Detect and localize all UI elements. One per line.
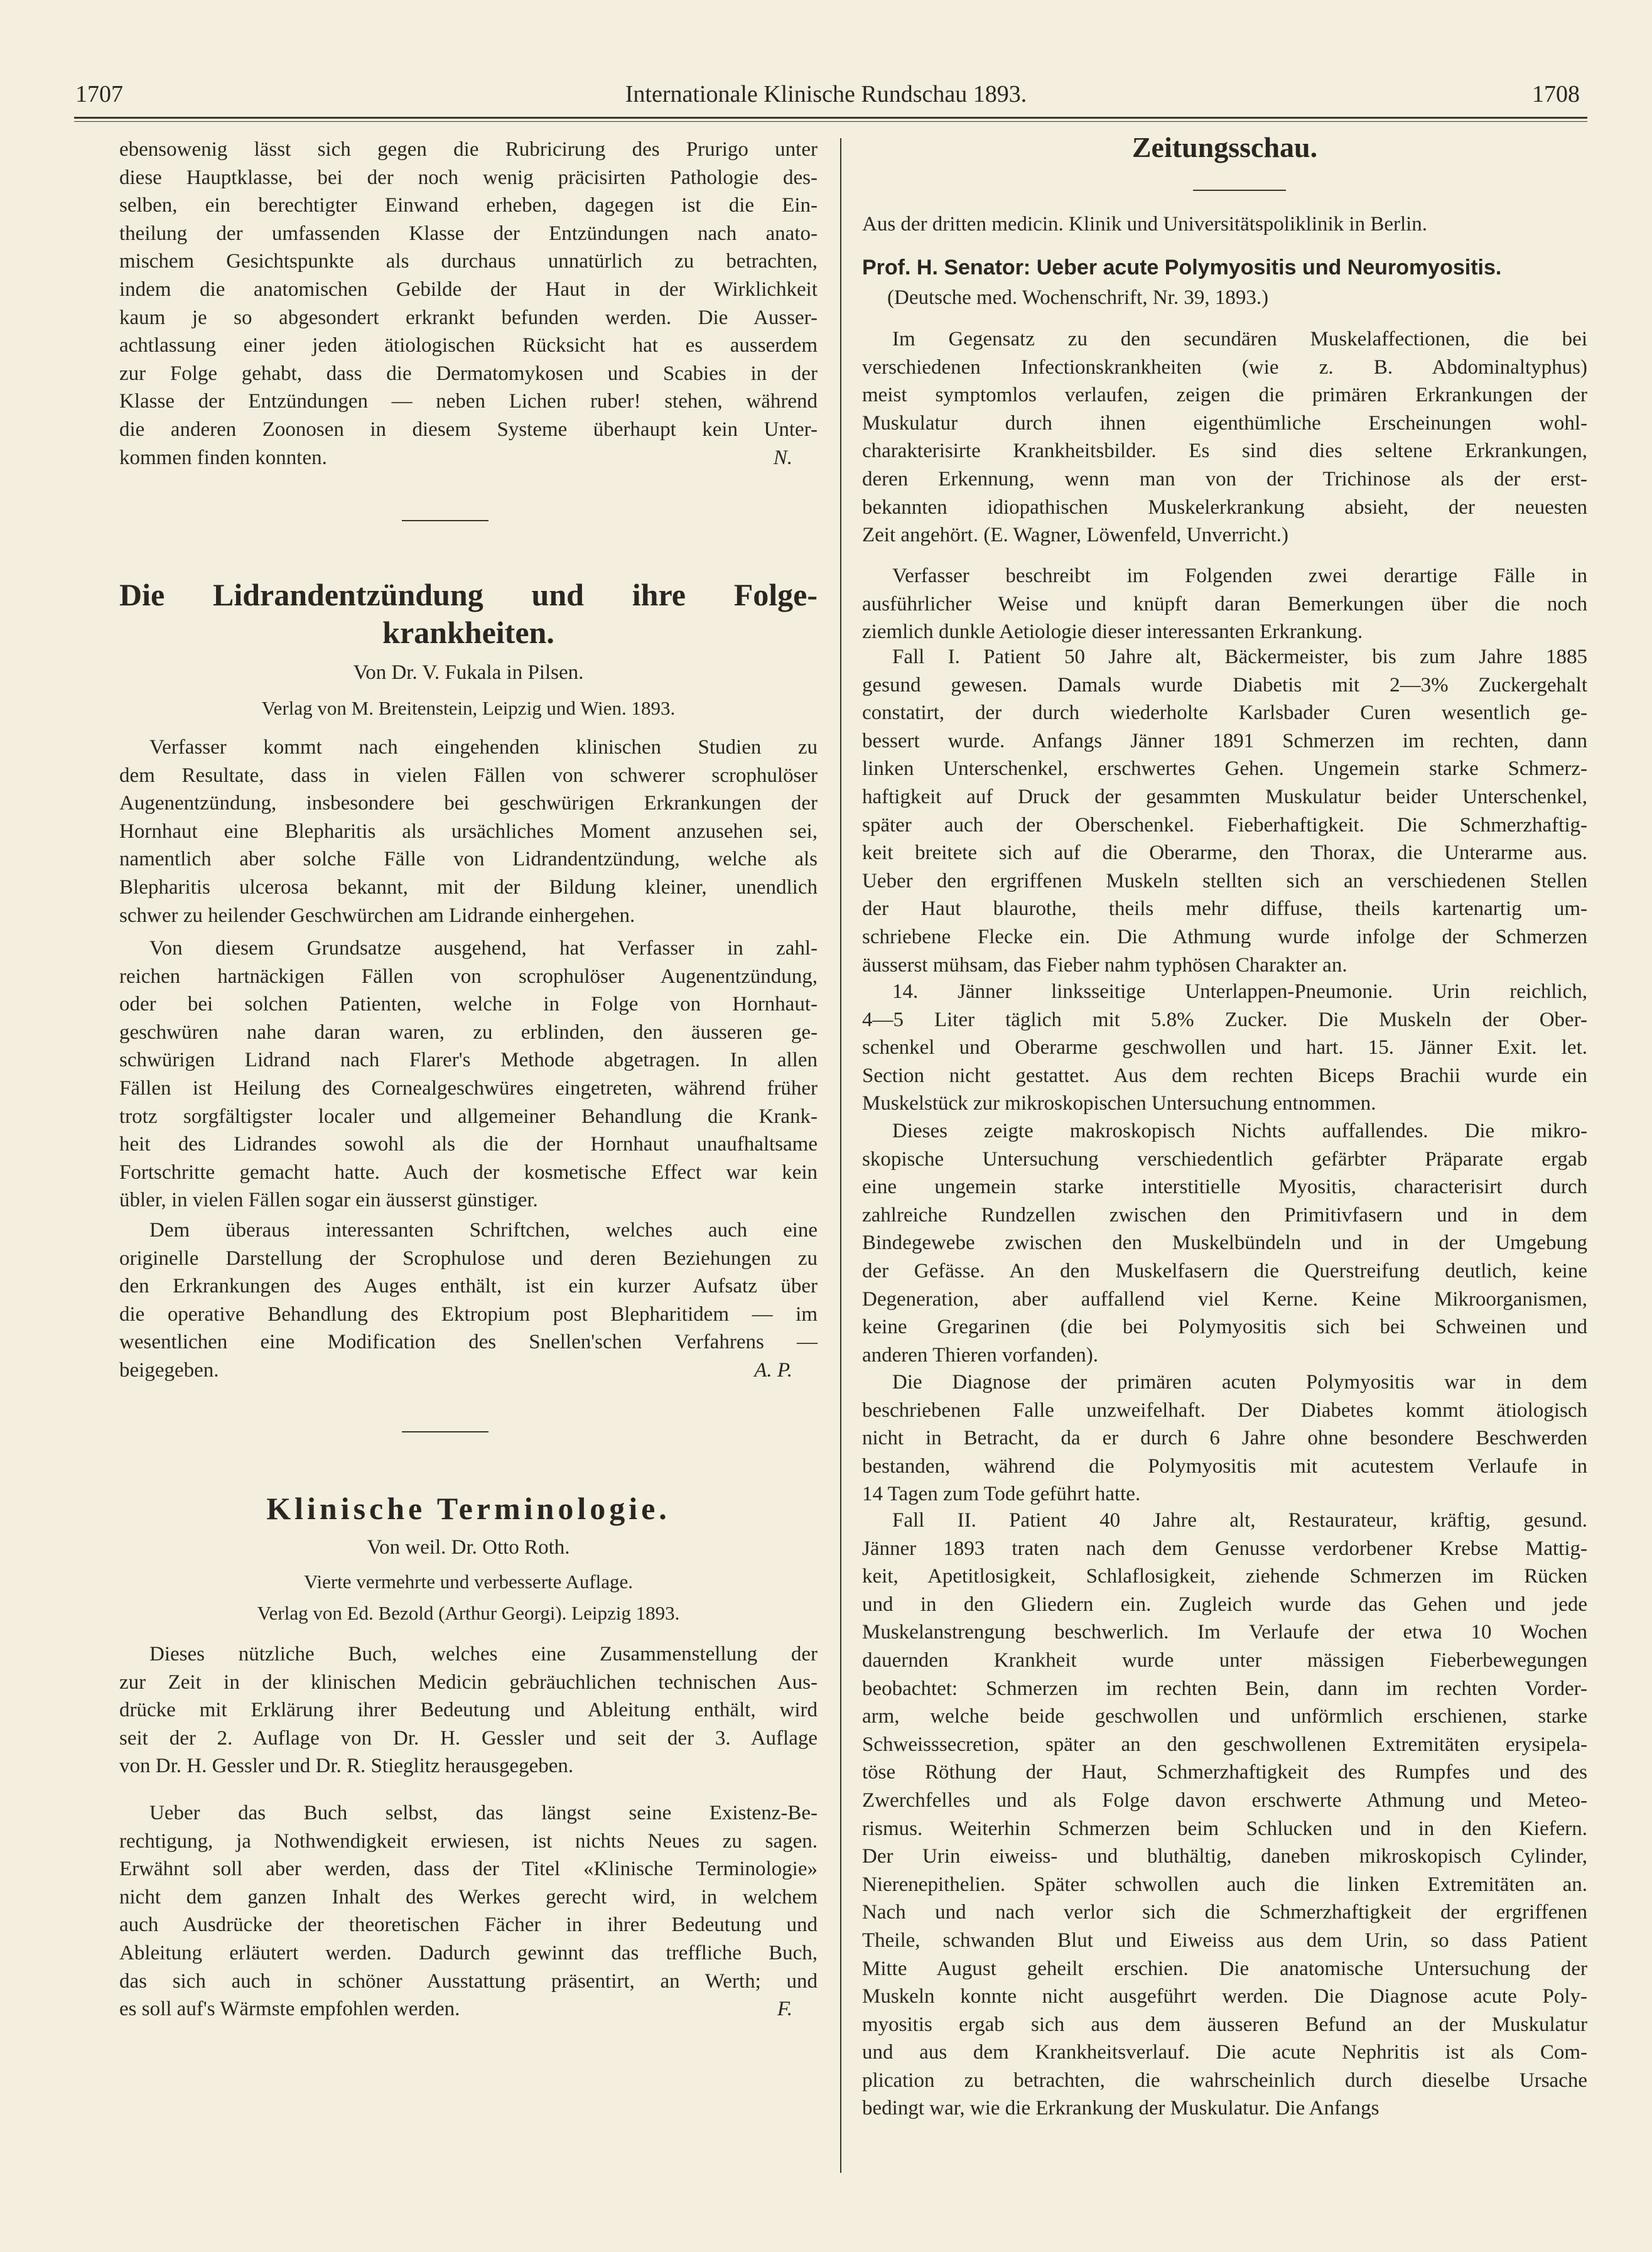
text-line-content: die anderen Zoonosen in diesem Systeme überhaupt kein Unter- bbox=[119, 418, 818, 441]
review-title: Klinische Terminologie. bbox=[266, 1491, 671, 1526]
text-line-content: deren Erkennung, wenn man von der Trichinose als der erst- bbox=[862, 467, 1587, 490]
text-line bbox=[119, 1855, 818, 1883]
text-line-content: 14 Tagen zum Tode geführt hatte. bbox=[862, 1483, 1141, 1506]
review-title bbox=[119, 576, 818, 651]
text-line-content: reichen hartnäckigen Fällen von scrophulöser Augenentzündung, bbox=[119, 965, 818, 988]
text-line-content: 14. Jänner linksseitige Unterlappen-Pneumonie. Urin reichlich, bbox=[892, 980, 1587, 1003]
text-line-content: dauernden Krankheit wurde unter mässigen Fieberbewegungen bbox=[862, 1648, 1587, 1672]
text-line bbox=[862, 1758, 1587, 1787]
text-line-content: heit des Lidrandes sowohl als die der Hornhaut unaufhaltsame bbox=[119, 1133, 818, 1156]
text-line bbox=[119, 332, 818, 360]
text-line bbox=[862, 1703, 1587, 1731]
text-line bbox=[862, 839, 1587, 867]
text-line-content: Augenentzündung, insbesondere bei geschwürigen Erkrankungen der bbox=[119, 792, 818, 815]
text-line-content: Dem überaus interessanten Schriftchen, welches auch eine bbox=[149, 1219, 818, 1242]
text-line-content: wesentlichen eine Modification des Snellen'schen Verfahrens — bbox=[119, 1331, 818, 1354]
text-line bbox=[119, 136, 818, 164]
text-line-content: rechtigung, ja Nothwendigkeit erwiesen, ist nichts Neues zu sagen. bbox=[119, 1829, 818, 1853]
text-line-content: schriebene Flecke ein. Die Athmung wurde infolge der Schmerzen bbox=[862, 925, 1587, 948]
text-line-content: rismus. Weiterhin Schmerzen beim Schlucken und in den Kiefern. bbox=[862, 1817, 1587, 1840]
text-line bbox=[119, 1272, 818, 1301]
header-rule-thin bbox=[74, 121, 1587, 122]
text-line bbox=[862, 1898, 1587, 1927]
text-line-content: bekannten idiopathischen Muskelerkrankung absieht, der neuesten bbox=[862, 495, 1587, 519]
text-line bbox=[862, 1731, 1587, 1759]
text-line-content: Muskulatur durch ihnen eigenthümliche Erscheinungen wohl- bbox=[862, 411, 1587, 435]
text-line-content: Verfasser kommt nach eingehenden klinischen Studien zu bbox=[149, 736, 818, 759]
text-line-content: selben, ein berechtigter Einwand erheben, dagegen ist die Ein- bbox=[119, 194, 818, 217]
text-line bbox=[862, 1341, 1587, 1370]
text-line-content: Muskelstück zur mikroskopischen Untersuchung entnommen. bbox=[862, 1092, 1376, 1115]
text-line bbox=[119, 360, 818, 388]
text-line-content: Von diesem Grundsatze ausgehend, hat Verfasser in zahl- bbox=[149, 937, 818, 960]
text-line-content: eine ungemein starke interstitielle Myositis, characterisirt durch bbox=[862, 1176, 1587, 1199]
text-line bbox=[119, 1301, 818, 1329]
text-line bbox=[862, 590, 1587, 619]
text-line bbox=[862, 1368, 1587, 1397]
paragraph bbox=[862, 1507, 1587, 2123]
text-line-content: Zeit angehört. (E. Wagner, Löwenfeld, Unverricht.) bbox=[862, 524, 1288, 547]
text-line-content: charakterisirte Krankheitsbilder. Es sind dies seltene Erkrankungen, bbox=[862, 440, 1587, 463]
text-line bbox=[119, 789, 818, 818]
text-line-content: Muskeln konnte nicht ausgeführt werden. Die Diagnose acute Poly- bbox=[862, 1985, 1587, 2008]
text-line-content: originelle Darstellung der Scrophulose und deren Beziehungen zu bbox=[119, 1247, 818, 1270]
text-line-content: keit, Apetitlosigkeit, Schlaflosigkeit, ziehende Schmerzen im Rücken bbox=[862, 1565, 1587, 1588]
text-line-content: kommen finden konnten. bbox=[119, 446, 327, 469]
text-line bbox=[862, 1173, 1587, 1201]
text-line-content: 4—5 Liter täglich mit 5.8% Zucker. Die Muskeln der Ober- bbox=[862, 1008, 1587, 1031]
text-line-content: Muskelanstrengung beschwerlich. Im Verlaufe der etwa 10 Wochen bbox=[862, 1621, 1587, 1644]
text-line-content: töse Röthung der Haut, Schmerzhaftigkeit des Rumpfes und des bbox=[862, 1761, 1587, 1784]
article-source: Aus der dritten medicin. Klinik und Universitätspoliklinik in Berlin. bbox=[862, 213, 1428, 235]
text-line-content: Fortschritte gemacht hatte. Auch der kosmetische Effect war kein bbox=[119, 1161, 818, 1184]
text-line bbox=[119, 1103, 818, 1131]
text-line bbox=[862, 1871, 1587, 1899]
text-line bbox=[862, 1090, 1587, 1118]
paragraph bbox=[862, 643, 1587, 979]
text-line bbox=[862, 465, 1587, 494]
text-line bbox=[862, 354, 1587, 382]
text-line bbox=[862, 1286, 1587, 1314]
text-line bbox=[862, 1229, 1587, 1257]
text-line bbox=[119, 1356, 818, 1385]
text-line bbox=[862, 1507, 1587, 1535]
text-line-content: und aus dem Krankheitsverlauf. Die acute Nephritis ist als Com- bbox=[862, 2041, 1587, 2064]
text-line-content: skopische Untersuchung verschiedentlich gefärbter Präparate ergab bbox=[862, 1147, 1587, 1171]
text-line bbox=[119, 1883, 818, 1912]
text-line-content: keit breitete sich auf die Oberarme, den Thorax, die Unterarme aus. bbox=[862, 842, 1587, 865]
text-line-content: Dieses zeigte makroskopisch Nichts auffallendes. Die mikro- bbox=[892, 1120, 1587, 1142]
text-line-content: keine Gregarinen (die bei Polymyositis sich bei Schweinen und bbox=[862, 1316, 1587, 1339]
text-line bbox=[862, 1647, 1587, 1675]
text-line bbox=[862, 2067, 1587, 2095]
text-line-content: theilung der umfassenden Klasse der Entzündungen nach anato- bbox=[119, 222, 818, 245]
text-line-content: bessert wurde. Anfangs Jänner 1891 Schmerzen im rechten, dann bbox=[862, 729, 1587, 752]
author-signature: A. P. bbox=[754, 1358, 792, 1382]
paragraph bbox=[862, 562, 1587, 646]
text-line bbox=[862, 671, 1587, 700]
text-line bbox=[119, 1328, 818, 1356]
text-line-content: namentlich aber solche Fälle von Lidrandentzündung, welche als bbox=[119, 848, 818, 871]
text-line-content: dem Resultate, dass in vielen Fällen von schwerer scrophulöser bbox=[119, 764, 818, 787]
text-line-content: Ueber den ergriffenen Muskeln stellten sich an verschiedenen Stellen bbox=[862, 869, 1587, 892]
text-line-content: meist symptomlos verlaufen, zeigen die primären Erkrankungen der bbox=[862, 384, 1587, 407]
text-line bbox=[862, 1927, 1587, 1955]
text-line-content: später auch der Oberschenkel. Fieberhaftigkeit. Die Schmerzhaftig- bbox=[862, 813, 1587, 836]
text-line bbox=[862, 1117, 1587, 1145]
review-byline: Von Dr. V. Fukala in Pilsen. bbox=[353, 661, 584, 684]
text-line-content: der Haut blaurothe, theils mehr diffuse, theils kartenartig um- bbox=[862, 897, 1587, 921]
paragraph bbox=[862, 1117, 1587, 1369]
text-line-content: anderen Thieren vorfanden). bbox=[862, 1343, 1098, 1367]
column-divider bbox=[840, 138, 841, 2173]
text-line-content: kaum je so abgesondert erkrankt befunden werden. Die Ausser- bbox=[119, 306, 818, 329]
text-line-content: Klasse der Entzündungen — neben Lichen ruber! stehen, während bbox=[119, 390, 818, 413]
text-line-content: schwer zu heilender Geschwürchen am Lidrande einhergehen. bbox=[119, 904, 635, 927]
text-line bbox=[119, 1968, 818, 1996]
text-line-content: Zwerchfelles und als Folge davon erschwerte Athmung und Meteo- bbox=[862, 1789, 1587, 1812]
text-line bbox=[862, 867, 1587, 896]
text-line-content: der Gefässe. An den Muskelfasern die Querstreifung deutlich, keine bbox=[862, 1259, 1587, 1282]
review-publisher: Verlag von M. Breitenstein, Leipzig und Wien. 1893. bbox=[261, 697, 676, 719]
text-line-content: geschwüren nahe daran waren, zu erblinden, den äusseren ge- bbox=[119, 1020, 818, 1044]
text-line bbox=[119, 818, 818, 846]
text-line bbox=[862, 1397, 1587, 1425]
text-line bbox=[862, 494, 1587, 522]
text-line bbox=[119, 1046, 818, 1075]
text-line bbox=[862, 1675, 1587, 1703]
text-line bbox=[862, 1535, 1587, 1563]
paragraph bbox=[119, 1216, 818, 1385]
text-line bbox=[119, 192, 818, 220]
header-rule bbox=[74, 117, 1587, 119]
text-line bbox=[119, 164, 818, 192]
text-line bbox=[119, 1911, 818, 1939]
text-line-content: plication zu betrachten, die wahrscheinlich durch dieselbe Ursache bbox=[862, 2069, 1587, 2092]
text-line bbox=[862, 1562, 1587, 1591]
text-line-content: arm, welche beide geschwollen und unförmlich erschienen, starke bbox=[862, 1705, 1587, 1728]
text-line-content: myositis ergab sich aus dem äusseren Befund an der Muskulatur bbox=[862, 2013, 1587, 2036]
text-line-content: nicht in Betracht, da er durch 6 Jahre ohne besondere Beschwerden bbox=[862, 1427, 1587, 1450]
paragraph bbox=[119, 734, 818, 929]
text-line bbox=[862, 1591, 1587, 1619]
text-line-content: die operative Behandlung des Ektropium post Blepharitidem — im bbox=[119, 1302, 818, 1326]
text-line-content: Theile, schwanden Blut und Eiweiss aus dem Urin, so dass Patient bbox=[862, 1929, 1587, 1952]
text-line bbox=[119, 1752, 818, 1780]
text-line bbox=[119, 734, 818, 762]
text-line-content: Nach und nach verlor sich die Schmerzhaftigkeit der ergriffenen bbox=[862, 1901, 1587, 1924]
text-line bbox=[862, 1787, 1587, 1815]
article-title: Prof. H. Senator: Ueber acute Polymyositis und Neuromyositis. bbox=[862, 256, 1502, 279]
text-line-content: Degeneration, aber auffallend viel Kerne. Keine Mikroorganismen, bbox=[862, 1287, 1587, 1311]
text-line-content: trotz sorgfältigster localer und allgemeiner Behandlung die Krank- bbox=[119, 1105, 818, 1128]
text-line bbox=[119, 304, 818, 332]
text-line-content: von Dr. H. Gessler und Dr. R. Stieglitz herausgegeben. bbox=[119, 1755, 574, 1778]
text-line-content: Hornhaut eine Blepharitis als ursächliches Moment anzusehen sei, bbox=[119, 820, 818, 843]
text-line bbox=[119, 963, 818, 991]
text-line bbox=[862, 1424, 1587, 1453]
text-line-content: Schweisssecretion, später an den geschwollenen Extremitäten erysipela- bbox=[862, 1733, 1587, 1756]
text-line bbox=[862, 2038, 1587, 2067]
text-line-content: schenkel und Oberarme geschwollen und hart. 15. Jänner Exit. let. bbox=[862, 1036, 1587, 1059]
text-line-content: zur Zeit in der klinischen Medicin gebräuchlichen technischen Aus- bbox=[119, 1670, 818, 1694]
text-line-content: und in den Gliedern ein. Zugleich wurde das Gehen und jede bbox=[862, 1593, 1587, 1616]
text-line bbox=[862, 2094, 1587, 2123]
text-line bbox=[119, 387, 818, 416]
text-line-content: drücke mit Erklärung ihrer Bedeutung und Ableitung enthält, wird bbox=[119, 1699, 818, 1722]
paragraph bbox=[119, 1640, 818, 1780]
text-line-content: Ueber das Buch selbst, das längst seine Existenz-Be- bbox=[149, 1802, 818, 1824]
text-line-content: beschriebenen Falle unzweifelhaft. Der Diabetes kommt ätiologisch bbox=[862, 1399, 1587, 1422]
review-byline: Von weil. Dr. Otto Roth. bbox=[367, 1536, 570, 1559]
text-line-content: Blepharitis ulcerosa bekannt, mit der Bildung kleiner, unendlich bbox=[119, 875, 818, 899]
text-line bbox=[119, 990, 818, 1019]
text-line bbox=[119, 1696, 818, 1724]
text-line bbox=[862, 2011, 1587, 2039]
text-line bbox=[862, 1453, 1587, 1481]
text-line-content: achtlassung einer jeden ätiologischen Rücksicht hat es ausserdem bbox=[119, 334, 818, 357]
text-line bbox=[862, 1006, 1587, 1034]
text-line-content: ausführlicher Weise und knüpft daran Bemerkungen über die noch bbox=[862, 592, 1587, 615]
text-line bbox=[862, 521, 1587, 549]
text-line bbox=[119, 276, 818, 304]
review-edition: Vierte vermehrte und verbesserte Auflage. bbox=[303, 1571, 634, 1593]
page-number-left: 1707 bbox=[75, 81, 123, 107]
text-line bbox=[862, 951, 1587, 980]
text-line-content: Im Gegensatz zu den secundären Muskelaffectionen, die bei bbox=[892, 328, 1587, 350]
text-line-content: seit der 2. Auflage von Dr. H. Gessler und seit der 3. Auflage bbox=[119, 1726, 818, 1750]
running-head: Internationale Klinische Rundschau 1893. bbox=[625, 81, 1027, 107]
text-line-content: übler, in vielen Fällen sogar ein äusserst günstiger. bbox=[119, 1189, 538, 1212]
text-line bbox=[119, 874, 818, 902]
review-publisher: Verlag von Ed. Bezold (Arthur Georgi). Leipzig 1893. bbox=[257, 1602, 680, 1624]
author-signature: N. bbox=[773, 446, 792, 469]
text-line-content: Jänner 1893 traten nach dem Genusse verdorbener Krebse Mattig- bbox=[862, 1537, 1587, 1560]
text-line-content: den Erkrankungen des Auges enthält, ist ein kurzer Aufsatz über bbox=[119, 1275, 818, 1298]
text-line-content: zahlreiche Rundzellen zwischen den Primitivfasern und in dem bbox=[862, 1203, 1587, 1226]
text-line-content: Die Diagnose der primären acuten Polymyositis war in dem bbox=[892, 1371, 1587, 1394]
text-line-content: Fall I. Patient 50 Jahre alt, Bäckermeister, bis zum Jahre 1885 bbox=[892, 646, 1587, 668]
text-line-content: ziemlich dunkle Aetiologie dieser interessanten Erkrankung. bbox=[862, 620, 1363, 644]
text-line-content: das sich auch in schöner Ausstattung präsentirt, an Werth; und bbox=[119, 1969, 818, 1993]
text-line bbox=[119, 845, 818, 874]
text-line bbox=[862, 381, 1587, 409]
text-line-content: linken Unterschenkel, erschwertes Gehen. Ungemein starke Schmerz- bbox=[862, 757, 1587, 781]
text-line-content: Nierenepithelien. Später schwollen auch die linken Extremitäten an. bbox=[862, 1873, 1587, 1896]
text-line bbox=[119, 1130, 818, 1159]
paragraph bbox=[862, 325, 1587, 549]
text-line bbox=[862, 755, 1587, 783]
author-signature: F. bbox=[777, 1998, 792, 2021]
paragraph bbox=[862, 1368, 1587, 1508]
text-line-content: diese Hauptklasse, bei der noch wenig präcisirten Pathologie des- bbox=[119, 166, 818, 189]
text-line bbox=[119, 902, 818, 930]
text-line bbox=[862, 783, 1587, 811]
article-citation: (Deutsche med. Wochenschrift, Nr. 39, 1893.) bbox=[887, 286, 1269, 309]
text-line bbox=[119, 416, 818, 444]
text-line bbox=[862, 1062, 1587, 1090]
review-title-line: krankheiten. bbox=[382, 615, 554, 650]
text-line bbox=[119, 1159, 818, 1187]
text-line bbox=[862, 1313, 1587, 1341]
text-line-content: Fall II. Patient 40 Jahre alt, Restaurateur, kräftig, gesund. bbox=[892, 1509, 1587, 1532]
text-line-content: Ableitung erläutert werden. Dadurch gewinnt das treffliche Buch, bbox=[119, 1941, 818, 1964]
page-number-right: 1708 bbox=[1532, 81, 1580, 107]
separator bbox=[402, 520, 489, 521]
text-line bbox=[862, 409, 1587, 438]
text-line bbox=[119, 1669, 818, 1697]
text-line bbox=[119, 1075, 818, 1103]
text-line-content: zur Folge gehabt, dass die Dermatomykosen und Scabies in der bbox=[119, 362, 818, 385]
text-line bbox=[119, 247, 818, 276]
text-line bbox=[119, 1939, 818, 1968]
section-title: Zeitungsschau. bbox=[1131, 131, 1318, 163]
text-line bbox=[862, 1815, 1587, 1843]
text-line bbox=[862, 1955, 1587, 1983]
text-line bbox=[862, 1983, 1587, 2011]
text-line-content: gesund gewesen. Damals wurde Diabetis mit 2—3% Zuckergehalt bbox=[862, 673, 1587, 696]
text-line-content: Verfasser beschreibt im Folgenden zwei derartige Fälle in bbox=[892, 565, 1587, 587]
text-line-content: Fällen ist Heilung des Cornealgeschwüres eingetreten, während früher bbox=[119, 1076, 818, 1100]
text-line-content: äusserst mühsam, das Fieber nahm typhösen Charakter an. bbox=[862, 953, 1347, 977]
text-line-content: haftigkeit auf Druck der gesammten Muskulatur beider Unterschenkel, bbox=[862, 785, 1587, 808]
text-line-content: Bindegewebe zwischen den Muskelbündeln und in der Umgebung bbox=[862, 1232, 1587, 1255]
text-line-content: es soll auf's Wärmste empfohlen werden. bbox=[119, 1998, 460, 2021]
text-line bbox=[119, 220, 818, 248]
text-line bbox=[862, 923, 1587, 951]
text-line bbox=[119, 1019, 818, 1047]
text-line-content: verschiedenen Infectionskrankheiten (wie z. B. Abdominaltyphus) bbox=[862, 355, 1587, 379]
text-line bbox=[862, 895, 1587, 923]
text-line bbox=[862, 562, 1587, 590]
text-line bbox=[862, 978, 1587, 1006]
text-line bbox=[862, 1201, 1587, 1230]
text-line bbox=[862, 437, 1587, 465]
text-line-content: mischem Gesichtspunkte als durchaus unnatürlich zu betrachten, bbox=[119, 250, 818, 273]
paragraph bbox=[119, 136, 818, 472]
text-line-content: constatirt, der durch wiederholte Karlsbader Curen wesentlich ge- bbox=[862, 701, 1587, 725]
text-line-content: beigegeben. bbox=[119, 1358, 219, 1382]
text-line-content: nicht dem ganzen Inhalt des Werkes gerecht wird, in welchem bbox=[119, 1885, 818, 1908]
text-line bbox=[862, 1145, 1587, 1174]
text-line-content: Section nicht gestattet. Aus dem rechten Biceps Brachii wurde ein bbox=[862, 1064, 1587, 1087]
text-line bbox=[862, 699, 1587, 727]
separator bbox=[1193, 190, 1286, 191]
text-line bbox=[119, 1640, 818, 1669]
text-line bbox=[862, 1618, 1587, 1647]
text-line bbox=[119, 1186, 818, 1215]
text-line bbox=[119, 1799, 818, 1827]
text-line-content: oder bei solchen Patienten, welche in Folge von Hornhaut- bbox=[119, 993, 818, 1016]
text-line bbox=[119, 1995, 818, 2023]
text-line-content: Dieses nützliche Buch, welches eine Zusammenstellung der bbox=[149, 1643, 818, 1665]
text-line bbox=[119, 934, 818, 963]
text-line bbox=[119, 1827, 818, 1856]
text-line-content: bedingt war, wie die Erkrankung der Muskulatur. Die Anfangs bbox=[862, 2097, 1379, 2120]
text-line-content: Mitte August geheilt erschien. Die anatomische Untersuchung der bbox=[862, 1957, 1587, 1980]
separator bbox=[402, 1431, 489, 1432]
text-line bbox=[862, 618, 1587, 646]
text-line-content: bestanden, während die Polymyositis mit acutestem Verlaufe in bbox=[862, 1454, 1587, 1478]
text-line-content: ebensowenig lässt sich gegen die Rubricirung des Prurigo unter bbox=[119, 138, 818, 161]
text-line-content: beobachtet: Schmerzen im rechten Bein, dann im rechten Vorder- bbox=[862, 1677, 1587, 1700]
text-line-content: Der Urin eiweiss- und bluthältig, daneben mikroskopisch Cylinder, bbox=[862, 1845, 1587, 1868]
text-line bbox=[119, 1245, 818, 1273]
text-line-content: Erwähnt soll aber werden, dass der Titel «Klinische Terminologie» bbox=[119, 1858, 818, 1881]
paragraph bbox=[119, 934, 818, 1215]
text-line-content: indem die anatomischen Gebilde der Haut in der Wirklichkeit bbox=[119, 278, 818, 301]
text-line bbox=[862, 1257, 1587, 1286]
text-line bbox=[119, 1216, 818, 1245]
text-line bbox=[862, 1034, 1587, 1062]
text-line bbox=[119, 1724, 818, 1753]
text-line bbox=[862, 811, 1587, 840]
text-line bbox=[862, 1480, 1587, 1508]
text-line-content: auch Ausdrücke der theoretischen Fächer in ihrer Bedeutung und bbox=[119, 1914, 818, 1937]
text-line bbox=[862, 325, 1587, 354]
text-line bbox=[862, 727, 1587, 755]
text-line bbox=[119, 762, 818, 790]
text-line bbox=[862, 643, 1587, 671]
text-line bbox=[119, 444, 818, 472]
paragraph bbox=[862, 978, 1587, 1118]
review-title-line: Die Lidrandentzündung und ihre Folge- bbox=[119, 577, 818, 612]
paragraph bbox=[119, 1799, 818, 2023]
text-line bbox=[862, 1843, 1587, 1871]
text-line-content: schwürigen Lidrand nach Flarer's Methode abgetragen. In allen bbox=[119, 1049, 818, 1072]
